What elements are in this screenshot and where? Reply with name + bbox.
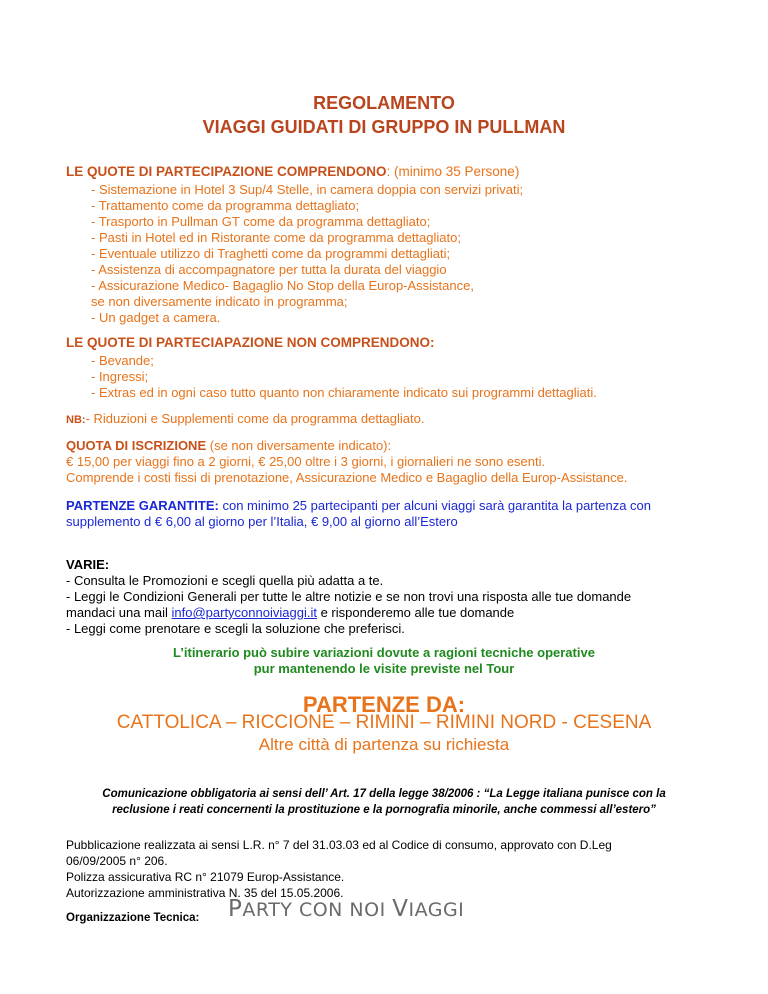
quota-line-2: Comprende i costi fissi di prenotazione, Assicurazione Medico e Bagaglio della Europ-Assistance.: [66, 470, 628, 485]
varie-line-2: - Leggi le Condizioni Generali per tutte le altre notizie e se non trovi una risposta alle tue domande: [66, 589, 632, 604]
excludes-list: [91, 353, 597, 401]
organization-label: Organizzazione Tecnica:: [66, 912, 200, 924]
list-item: - Trasporto in Pullman GT come da programma dettagliato;: [91, 214, 431, 229]
party-con-noi-viaggi-logo: PARTY CON NOI VIAGGI: [228, 896, 465, 922]
list-item: - Sistemazione in Hotel 3 Sup/4 Stelle, in camera doppia con servizi privati;: [91, 182, 524, 197]
publication-line-2: 06/09/2005 n° 206.: [66, 854, 168, 868]
doc-title: REGOLAMENTO: [313, 93, 455, 113]
excludes-heading: LE QUOTE DI PARTECIAPAZIONE NON COMPRENDONO:: [66, 335, 435, 350]
doc-subtitle: VIAGGI GUIDATI DI GRUPPO IN PULLMAN: [202, 117, 566, 137]
list-item: se non diversamente indicato in programma;: [91, 294, 348, 309]
partenze-garantite-line-2: supplemento d € 6,00 al giorno per l’Italia, € 9,00 al giorno all’Estero: [66, 514, 458, 529]
includes-heading: LE QUOTE DI PARTECIPAZIONE COMPRENDONO: (minimo 35 Persone): [66, 164, 520, 179]
list-item: - Assistenza di accompagnatore per tutta la durata del viaggio: [91, 262, 447, 277]
list-item: - Extras ed in ogni caso tutto quanto non chiaramente indicato sui programmi dettagliati.: [91, 385, 597, 400]
itinerary-note-2: pur mantenendo le visite previste nel Tour: [253, 661, 515, 676]
list-item: - Un gadget a camera.: [91, 310, 221, 325]
publication-line-1: Pubblicazione realizzata ai sensi L.R. n° 7 del 31.03.03 ed al Codice di consumo, approvato con D.Leg: [66, 838, 612, 852]
varie-heading: VARIE:: [66, 557, 110, 572]
varie-line-4: - Leggi come prenotare e scegli la soluzione che preferisci.: [66, 621, 405, 636]
nb-note: NB:- Riduzioni e Supplementi come da programma dettagliato.: [66, 411, 425, 426]
list-item: - Trattamento come da programma dettagliato;: [91, 198, 360, 213]
departures-title: PARTENZE DA:: [302, 692, 466, 717]
list-item: - Pasti in Hotel ed in Ristorante come da programma dettagliato;: [91, 230, 461, 245]
varie-line-1: - Consulta le Promozioni e scegli quella più adatta a te.: [66, 573, 384, 588]
authorization: Autorizzazione amministrativa N. 35 del 15.05.2006.: [66, 886, 344, 900]
list-item: - Bevande;: [91, 353, 154, 368]
legal-notice: Comunicazione obbligatoria ai sensi dell’ Art. 17 della legge 38/2006 : “La Legge italiana punisce con la reclusione i reati concernenti la prostituzione e la pornografia minorile, anche commessi all’estero”: [102, 788, 666, 816]
varie-line-3: mandaci una mail info@partyconnoiviaggi.it e risponderemo alle tue domande: [66, 605, 515, 620]
quota-line-1: € 15,00 per viaggi fino a 2 giorni, € 25,00 oltre i 3 giorni, i giornalieri ne sono esenti.: [66, 454, 546, 469]
departures-other: Altre città di partenza su richiesta: [258, 735, 510, 754]
insurance-policy: Polizza assicurativa RC n° 21079 Europ-Assistance.: [66, 870, 345, 884]
itinerary-note-1: L’itinerario può subire variazioni dovute a ragioni tecniche operative: [173, 645, 595, 660]
list-item: - Eventuale utilizzo di Traghetti come da programmi dettagliati;: [91, 246, 451, 261]
partenze-garantite: PARTENZE GARANTITE: con minimo 25 partecipanti per alcuni viaggi sarà garantita la partenza con: [66, 498, 652, 513]
quota-heading: QUOTA DI ISCRIZIONE (se non diversamente indicato):: [66, 438, 392, 453]
email-link[interactable]: info@partyconnoiviaggi.it: [171, 605, 317, 620]
list-item: - Assicurazione Medico- Bagaglio No Stop della Europ-Assistance,: [91, 278, 474, 293]
list-item: - Ingressi;: [91, 369, 149, 384]
departures-cities: CATTOLICA – RICCIONE – RIMINI – RIMINI NORD - CESENA: [116, 712, 652, 733]
includes-list: [91, 182, 523, 326]
